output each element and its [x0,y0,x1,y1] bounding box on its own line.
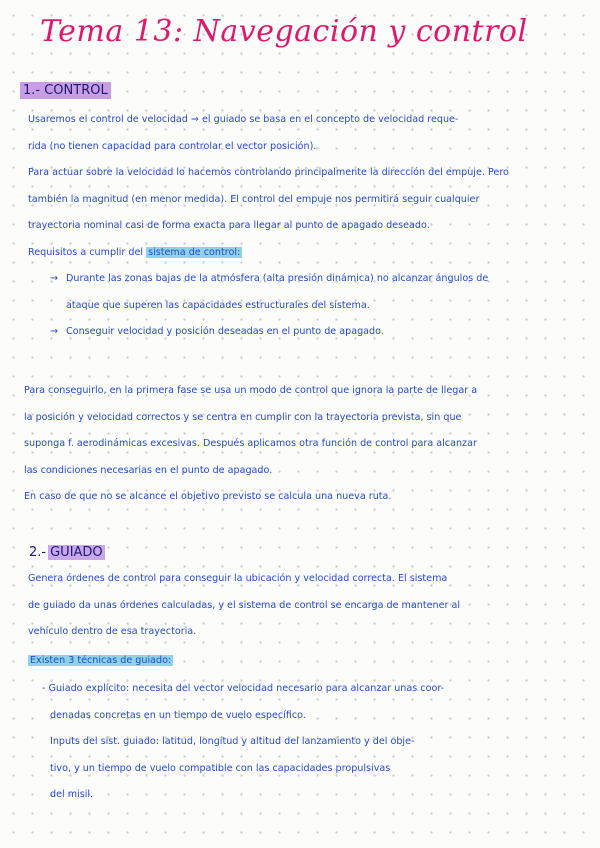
requirements-label: Requisitos a cumplir del [28,246,144,258]
guiado-technique-list [28,676,576,809]
requirement-text: Conseguir velocidad y posición deseadas en el punto de apagado. [66,326,384,337]
control-paragraph-1 [28,107,576,346]
techniques-line [28,650,576,672]
list-item: - Guiado explícito: necesita del vector velocidad necesario para alcanzar unas coor- [42,683,445,694]
text-line: la posición y velocidad correctos y se centra en cumplir con la trayectoria prevista, sin que [24,411,462,423]
techniques-label-block [28,650,576,672]
text-line: Usaremos el control de velocidad ⇒ el guiado se basa en el concepto de velocidad reque- [28,114,459,125]
arrow-icon: → [50,326,59,337]
requirements-highlight: sistema de control: [148,246,241,258]
text-line: rida (no tienen capacidad para controlar el vector posición). [28,140,317,152]
text-line: Genera órdenes de control para conseguir la ubicación y velocidad correcta. El sistema [28,573,448,584]
text-line: Para actuar sobre la velocidad lo hacemos controlando principalmente la dirección del empuje. Pero [28,167,509,178]
requirements-line [28,240,576,267]
techniques-label: Existen 3 técnicas de guiado: [30,655,172,666]
requirement-item-1-cont: ataque que superen las capacidades estructurales del sistema. [66,299,370,311]
section-title: GUIADO [50,545,103,560]
list-item-cont: tivo, y un tiempo de vuelo compatible con las capacidades propulsivas [50,762,391,774]
list-item-cont: Inputs del sist. guiado: latitud, longitud y altitud del lanzamiento y del obje- [50,736,415,747]
section-heading-guiado [26,544,108,561]
arrow-icon: → [50,273,59,284]
text-line: suponga f. aerodinámicas excesivas. Después aplicamos otra función de control para alcanzar [24,438,477,449]
text-line: de guiado da unas órdenes calculadas, y el sistema de control se encarga de mantener al [28,599,461,611]
text-line: trayectoria nominal casi de forma exacta para llegar al punto de apagado deseado. [28,220,430,231]
guiado-paragraph-1 [28,566,576,646]
page-title: Tema 13: Navegación y control [40,14,528,49]
text-line: también la magnitud (en menor medida). El control del empuje nos permitirá seguir cualquier [28,193,480,205]
list-item-cont: del misil. [50,789,94,800]
list-item-cont: denadas concretas en un tiempo de vuelo específico. [50,709,306,721]
requirement-item-1 [28,266,576,293]
control-paragraph-2 [24,378,572,511]
text-line: vehículo dentro de esa trayectoria. [28,626,197,637]
text-line: las condiciones necesarias en el punto de apagado. [24,464,273,476]
text-line: En caso de que no se alcance el objetivo previsto se calcula una nueva ruta. [24,491,392,502]
requirement-text: Durante las zonas bajas de la atmósfera (alta presión dinámica) no alcanzar ángulos de [66,273,489,284]
section-number: 2.- [29,545,47,560]
section-heading-control: 1.- CONTROL [20,82,111,99]
requirement-item-2 [28,319,576,346]
text-line: Para conseguirlo, en la primera fase se usa un modo de control que ignora la parte de llegar a [24,385,478,396]
